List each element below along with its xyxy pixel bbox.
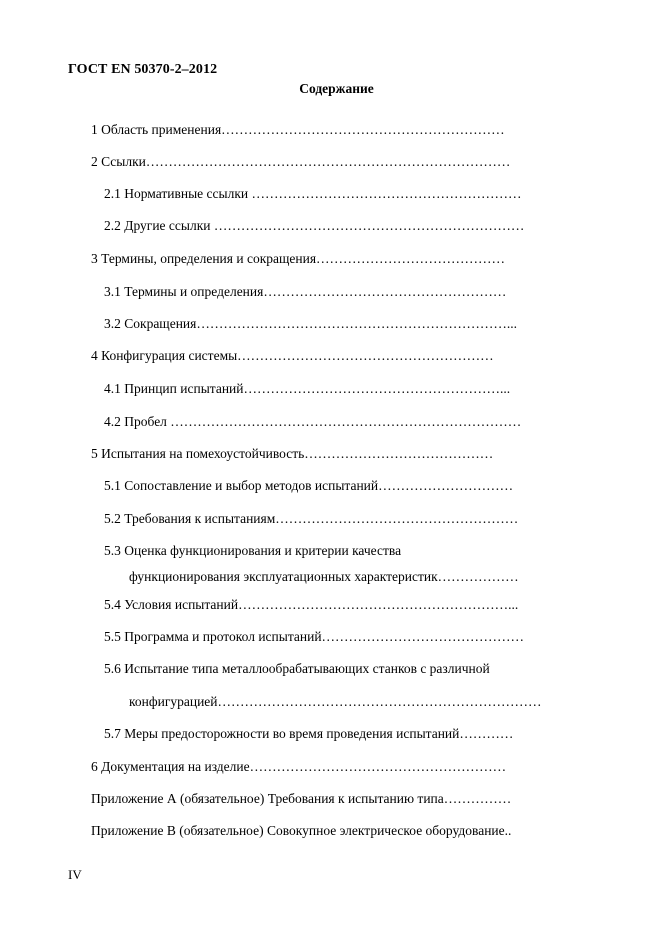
- toc-entry[interactable]: 3.1 Термины и определения………………………………………………: [104, 284, 507, 299]
- toc-entry[interactable]: 5.7 Меры предосторожности во время проведения испытаний…………: [104, 726, 514, 741]
- page-number: IV: [68, 867, 82, 882]
- toc-entry[interactable]: 2.2 Другие ссылки ……………………………………………………………: [104, 218, 525, 233]
- toc-entry[interactable]: 4 Конфигурация системы…………………………………………………: [91, 348, 494, 363]
- document-header-code: ГОСТ EN 50370-2–2012: [68, 62, 218, 77]
- toc-entry[interactable]: 5 Испытания на помехоустойчивость……………………………………: [91, 446, 494, 461]
- toc-entry[interactable]: Приложение А (обязательное) Требования к испытанию типа……………: [91, 791, 512, 806]
- toc-entry-continuation[interactable]: конфигурацией………………………………………………………………: [129, 694, 542, 709]
- page-title-text: Содержание: [299, 81, 374, 96]
- toc-entry[interactable]: 5.6 Испытание типа металлообрабатывающих станков с различной: [104, 661, 490, 676]
- toc-entry[interactable]: 5.2 Требования к испытаниям………………………………………………: [104, 511, 519, 526]
- toc-entry-continuation[interactable]: функционирования эксплуатационных характеристик………………: [129, 569, 519, 584]
- toc-entry[interactable]: 2.1 Нормативные ссылки ……………………………………………………: [104, 186, 522, 201]
- toc-entry[interactable]: 5.3 Оценка функционирования и критерии качества: [104, 543, 402, 558]
- toc-entry[interactable]: 3 Термины, определения и сокращения……………………………………: [91, 251, 506, 266]
- toc-entry[interactable]: 6 Документация на изделие…………………………………………………: [91, 759, 507, 774]
- toc-entry[interactable]: 1 Область применения………………………………………………………: [91, 122, 505, 137]
- toc-entry[interactable]: Приложение В (обязательное) Совокупное электрическое оборудование..: [91, 823, 512, 838]
- toc-entry[interactable]: 4.1 Принцип испытаний…………………………………………………...: [104, 381, 511, 396]
- toc-entry[interactable]: 4.2 Пробел ……………………………………………………………………: [104, 414, 522, 429]
- toc-entry[interactable]: 5.5 Программа и протокол испытаний………………………………………: [104, 629, 525, 644]
- toc-entry[interactable]: 5.4 Условия испытаний……………………………………………………...: [104, 597, 519, 612]
- toc-entry[interactable]: 2 Ссылки………………………………………………………………………: [91, 154, 511, 169]
- toc-entry[interactable]: 3.2 Сокращения……………………………………………………………...: [104, 316, 517, 331]
- toc-entry[interactable]: 5.1 Сопоставление и выбор методов испытаний…………………………: [104, 478, 514, 493]
